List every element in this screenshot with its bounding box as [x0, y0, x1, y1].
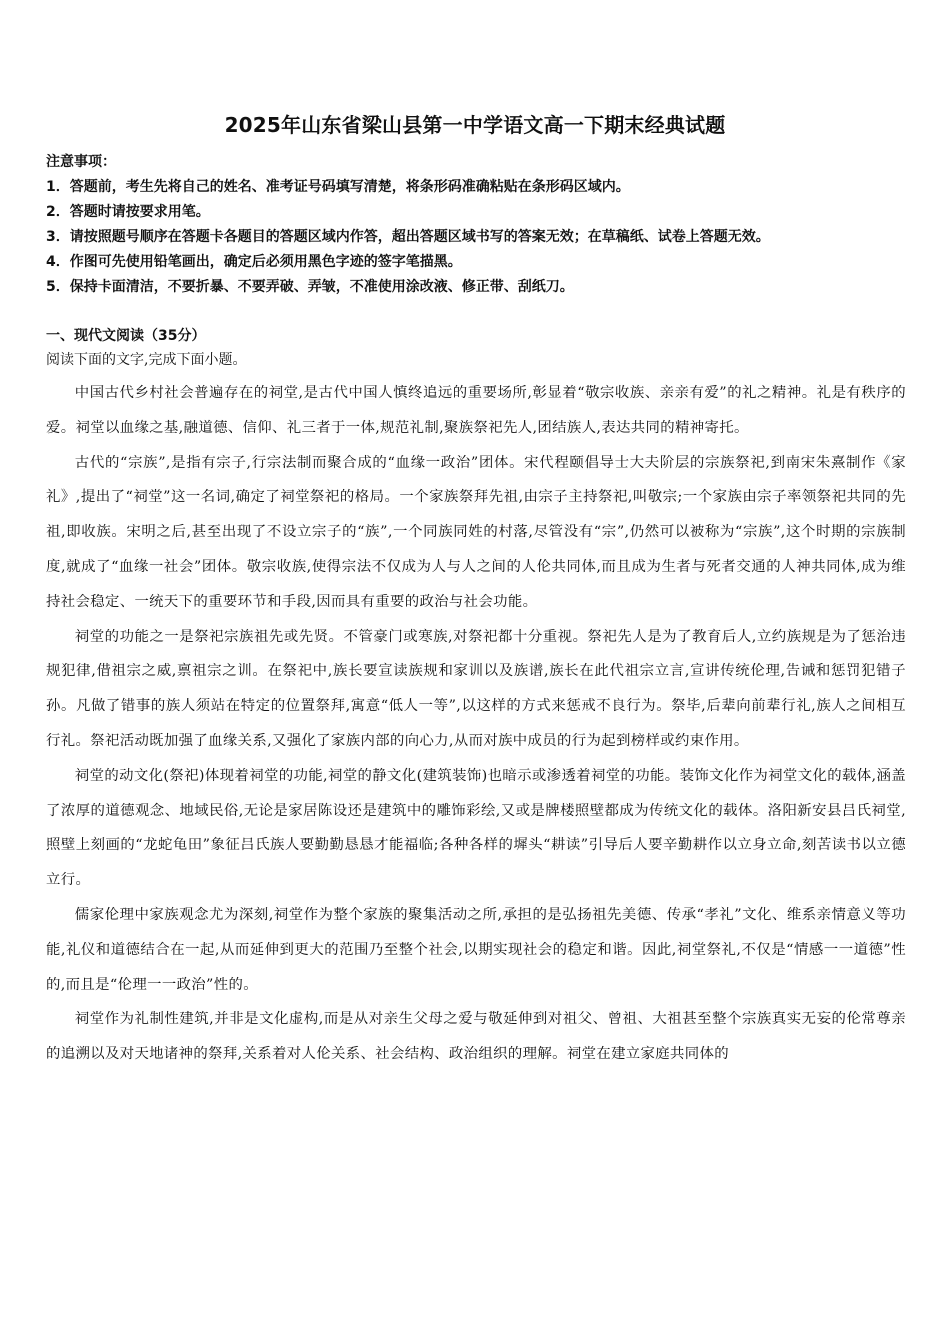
- notice-item-3: 3．请按照题号顺序在答题卡各题目的答题区域内作答，超出答题区域书写的答案无效；在草稿纸、试卷上答题无效。: [46, 229, 770, 245]
- passage-paragraph-4: 祠堂的动文化(祭祀)体现着祠堂的功能,祠堂的静文化(建筑装饰)也暗示或渗透着祠堂的功能。装饰文化作为祠堂文化的载体,涵盖了浓厚的道德观念、地域民俗,无论是家居陈设还是建筑中的雕饰彩绘,又或是牌楼照壁都成为传统文化的载体。洛阳新安县吕氏祠堂,照壁上刻画的“龙蛇龟田”象征吕氏族人要勤勤恳恳才能福临;各种各样的墀头“耕读”引导后人要辛勤耕作以立身立命,刻苦读书以立德立行。: [46, 767, 906, 889]
- passage-paragraph-1: 中国古代乡村社会普遍存在的祠堂,是古代中国人慎终追远的重要场所,彰显着“敬宗收族、亲亲有爱”的礼之精神。礼是有秩序的爱。祠堂以血缘之基,融道德、信仰、礼三者于一体,规范礼制,聚族祭祀先人,团结族人,表达共同的精神寄托。: [46, 385, 906, 436]
- notice-item-5: 5．保持卡面清洁，不要折暴、不要弄破、弄皱，不准使用涂改液、修正带、刮纸刀。: [46, 279, 574, 295]
- section-heading: 一、现代文阅读（35分）: [46, 328, 206, 344]
- notice-item-4: 4．作图可先使用铅笔画出，确定后必须用黑色字迹的签字笔描黑。: [46, 254, 462, 270]
- passage-paragraph-6: 祠堂作为礼制性建筑,并非是文化虚构,而是从对亲生父母之爱与敬延伸到对祖父、曾祖、大祖甚至整个宗族真实无妄的伦常尊亲的追溯以及对天地诸神的祭拜,关系着对人伦关系、社会结构、政治组织的理解。祠堂在建立家庭共同体的: [46, 1011, 906, 1063]
- notice-item-2: 2．答题时请按要求用笔。: [46, 204, 210, 220]
- exam-title: 2025年山东省梁山县第一中学语文高一下期末经典试题: [224, 113, 726, 137]
- notice-heading: 注意事项：: [46, 154, 116, 170]
- passage-paragraph-3: 祠堂的功能之一是祭祀宗族祖先或先贤。不管豪门或寒族,对祭祀都十分重视。祭祀先人是为了教育后人,立约族规是为了惩治违规犯律,借祖宗之威,禀祖宗之训。在祭祀中,族长要宣读族规和家训以及族谱,族长在此代祖宗立言,宣讲传统伦理,告诫和惩罚犯错子孙。凡做了错事的族人须站在特定的位置祭拜,寓意“低人一等”,以这样的方式来惩戒不良行为。祭毕,后辈向前辈行礼,族人之间相互行礼。祭祀活动既加强了血缘关系,又强化了家族内部的向心力,从而对族中成员的行为起到榜样或约束作用。: [46, 628, 906, 749]
- reading-instruction: 阅读下面的文字,完成下面小题。: [46, 352, 247, 368]
- reading-passage: [46, 376, 906, 1072]
- passage-paragraph-2: 古代的“宗族”,是指有宗子,行宗法制而聚合成的“血缘一政治”团体。宋代程颐倡导士大夫阶层的宗族祭祀,到南宋朱熹制作《家礼》,提出了“祠堂”这一名词,确定了祠堂祭祀的格局。一个家族祭拜先祖,由宗子主持祭祀,叫敬宗;一个家族由宗子率领祭祀共同的先祖,即收族。宋明之后,甚至出现了不设立宗子的“族”,一个同族同姓的村落,尽管没有“宗”,仍然可以被称为“宗族”,这个时期的宗族制度,就成了“血缘一社会”团体。敬宗收族,使得宗法不仅成为人与人之间的人伦共同体,而且成为生者与死者交通的人神共同体,成为维持社会稳定、一统天下的重要环节和手段,因而具有重要的政治与社会功能。: [46, 454, 906, 610]
- notice-section: [46, 150, 916, 300]
- passage-paragraph-5: 儒家伦理中家族观念尤为深刻,祠堂作为整个家族的聚集活动之所,承担的是弘扬祖先美德、传承“孝礼”文化、维系亲情意义等功能,礼仪和道德结合在一起,从而延伸到更大的范围乃至整个社会,以期实现社会的稳定和谐。因此,祠堂祭礼,不仅是“情感一一道德”性的,而且是“伦理一一政治”性的。: [46, 906, 906, 993]
- notice-item-1: 1．答题前，考生先将自己的姓名、准考证号码填写清楚，将条形码准确粘贴在条形码区域内。: [46, 179, 630, 195]
